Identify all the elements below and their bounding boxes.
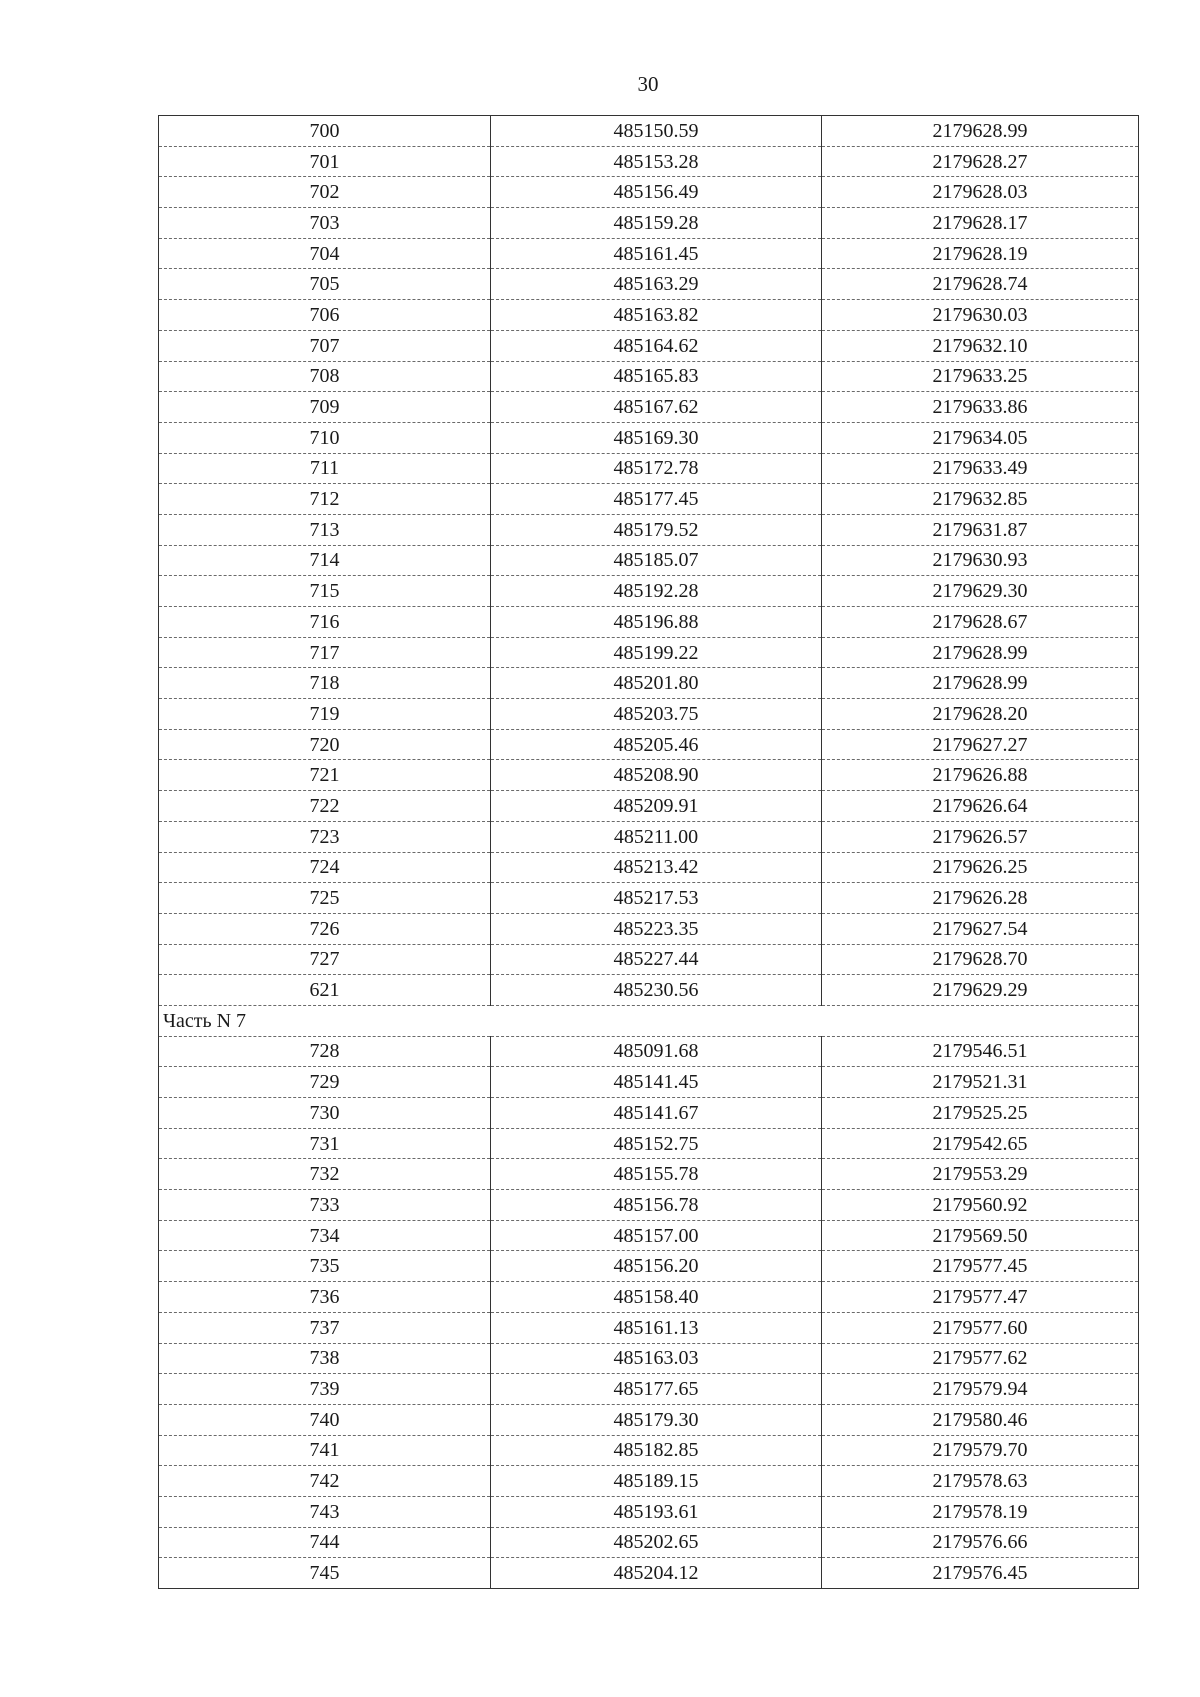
x-coordinate-cell: 485179.52 bbox=[491, 514, 822, 545]
y-coordinate-cell: 2179630.03 bbox=[822, 300, 1139, 331]
point-number-cell: 731 bbox=[159, 1128, 491, 1159]
y-coordinate-cell: 2179628.17 bbox=[822, 208, 1139, 239]
table-row bbox=[159, 177, 1139, 208]
table-row bbox=[159, 883, 1139, 914]
table-row bbox=[159, 791, 1139, 822]
y-coordinate-cell: 2179628.74 bbox=[822, 269, 1139, 300]
x-coordinate-cell: 485205.46 bbox=[491, 729, 822, 760]
x-coordinate-cell: 485156.20 bbox=[491, 1251, 822, 1282]
point-number-cell: 707 bbox=[159, 330, 491, 361]
x-coordinate-cell: 485163.82 bbox=[491, 300, 822, 331]
y-coordinate-cell: 2179580.46 bbox=[822, 1404, 1139, 1435]
point-number-cell: 732 bbox=[159, 1159, 491, 1190]
x-coordinate-cell: 485182.85 bbox=[491, 1435, 822, 1466]
x-coordinate-cell: 485091.68 bbox=[491, 1036, 822, 1067]
section-label: Часть N 7 bbox=[159, 1005, 1139, 1036]
table-row bbox=[159, 1128, 1139, 1159]
point-number-cell: 739 bbox=[159, 1374, 491, 1405]
x-coordinate-cell: 485150.59 bbox=[491, 116, 822, 147]
table-row bbox=[159, 1159, 1139, 1190]
y-coordinate-cell: 2179577.62 bbox=[822, 1343, 1139, 1374]
table-row bbox=[159, 1098, 1139, 1129]
y-coordinate-cell: 2179579.94 bbox=[822, 1374, 1139, 1405]
x-coordinate-cell: 485192.28 bbox=[491, 576, 822, 607]
y-coordinate-cell: 2179578.63 bbox=[822, 1466, 1139, 1497]
point-number-cell: 733 bbox=[159, 1190, 491, 1221]
point-number-cell: 718 bbox=[159, 668, 491, 699]
point-number-cell: 742 bbox=[159, 1466, 491, 1497]
table-row bbox=[159, 913, 1139, 944]
y-coordinate-cell: 2179577.47 bbox=[822, 1282, 1139, 1313]
y-coordinate-cell: 2179542.65 bbox=[822, 1128, 1139, 1159]
point-number-cell: 704 bbox=[159, 238, 491, 269]
point-number-cell: 710 bbox=[159, 422, 491, 453]
y-coordinate-cell: 2179626.64 bbox=[822, 791, 1139, 822]
point-number-cell: 719 bbox=[159, 699, 491, 730]
x-coordinate-cell: 485203.75 bbox=[491, 699, 822, 730]
y-coordinate-cell: 2179626.88 bbox=[822, 760, 1139, 791]
x-coordinate-cell: 485167.62 bbox=[491, 392, 822, 423]
table-row bbox=[159, 545, 1139, 576]
x-coordinate-cell: 485172.78 bbox=[491, 453, 822, 484]
y-coordinate-cell: 2179634.05 bbox=[822, 422, 1139, 453]
x-coordinate-cell: 485189.15 bbox=[491, 1466, 822, 1497]
y-coordinate-cell: 2179627.27 bbox=[822, 729, 1139, 760]
y-coordinate-cell: 2179578.19 bbox=[822, 1496, 1139, 1527]
point-number-cell: 744 bbox=[159, 1527, 491, 1558]
point-number-cell: 725 bbox=[159, 883, 491, 914]
point-number-cell: 712 bbox=[159, 484, 491, 515]
x-coordinate-cell: 485185.07 bbox=[491, 545, 822, 576]
table-row bbox=[159, 1496, 1139, 1527]
point-number-cell: 706 bbox=[159, 300, 491, 331]
point-number-cell: 703 bbox=[159, 208, 491, 239]
y-coordinate-cell: 2179629.29 bbox=[822, 975, 1139, 1006]
x-coordinate-cell: 485230.56 bbox=[491, 975, 822, 1006]
table-row bbox=[159, 1466, 1139, 1497]
x-coordinate-cell: 485193.61 bbox=[491, 1496, 822, 1527]
table-row bbox=[159, 1067, 1139, 1098]
table-row bbox=[159, 422, 1139, 453]
table-row bbox=[159, 453, 1139, 484]
table-row bbox=[159, 1312, 1139, 1343]
x-coordinate-cell: 485141.45 bbox=[491, 1067, 822, 1098]
y-coordinate-cell: 2179569.50 bbox=[822, 1220, 1139, 1251]
table-row bbox=[159, 821, 1139, 852]
y-coordinate-cell: 2179626.25 bbox=[822, 852, 1139, 883]
y-coordinate-cell: 2179525.25 bbox=[822, 1098, 1139, 1129]
table-row bbox=[159, 330, 1139, 361]
y-coordinate-cell: 2179577.60 bbox=[822, 1312, 1139, 1343]
x-coordinate-cell: 485156.78 bbox=[491, 1190, 822, 1221]
x-coordinate-cell: 485158.40 bbox=[491, 1282, 822, 1313]
point-number-cell: 714 bbox=[159, 545, 491, 576]
point-number-cell: 702 bbox=[159, 177, 491, 208]
x-coordinate-cell: 485202.65 bbox=[491, 1527, 822, 1558]
y-coordinate-cell: 2179628.99 bbox=[822, 668, 1139, 699]
point-number-cell: 736 bbox=[159, 1282, 491, 1313]
table-row bbox=[159, 1343, 1139, 1374]
y-coordinate-cell: 2179628.99 bbox=[822, 116, 1139, 147]
y-coordinate-cell: 2179628.99 bbox=[822, 637, 1139, 668]
y-coordinate-cell: 2179632.10 bbox=[822, 330, 1139, 361]
table-row bbox=[159, 760, 1139, 791]
x-coordinate-cell: 485152.75 bbox=[491, 1128, 822, 1159]
point-number-cell: 711 bbox=[159, 453, 491, 484]
point-number-cell: 717 bbox=[159, 637, 491, 668]
section-row bbox=[159, 1005, 1139, 1036]
table-row bbox=[159, 1036, 1139, 1067]
table-row bbox=[159, 668, 1139, 699]
x-coordinate-cell: 485196.88 bbox=[491, 607, 822, 638]
table-row bbox=[159, 944, 1139, 975]
point-number-cell: 730 bbox=[159, 1098, 491, 1129]
x-coordinate-cell: 485209.91 bbox=[491, 791, 822, 822]
x-coordinate-cell: 485201.80 bbox=[491, 668, 822, 699]
point-number-cell: 621 bbox=[159, 975, 491, 1006]
table-row bbox=[159, 1190, 1139, 1221]
y-coordinate-cell: 2179579.70 bbox=[822, 1435, 1139, 1466]
table-row bbox=[159, 699, 1139, 730]
y-coordinate-cell: 2179632.85 bbox=[822, 484, 1139, 515]
x-coordinate-cell: 485159.28 bbox=[491, 208, 822, 239]
x-coordinate-cell: 485163.29 bbox=[491, 269, 822, 300]
table-row bbox=[159, 1558, 1139, 1589]
point-number-cell: 741 bbox=[159, 1435, 491, 1466]
y-coordinate-cell: 2179633.49 bbox=[822, 453, 1139, 484]
x-coordinate-cell: 485141.67 bbox=[491, 1098, 822, 1129]
y-coordinate-cell: 2179521.31 bbox=[822, 1067, 1139, 1098]
y-coordinate-cell: 2179629.30 bbox=[822, 576, 1139, 607]
table-row bbox=[159, 1282, 1139, 1313]
table-row bbox=[159, 852, 1139, 883]
point-number-cell: 716 bbox=[159, 607, 491, 638]
table-row bbox=[159, 637, 1139, 668]
y-coordinate-cell: 2179626.28 bbox=[822, 883, 1139, 914]
x-coordinate-cell: 485156.49 bbox=[491, 177, 822, 208]
point-number-cell: 737 bbox=[159, 1312, 491, 1343]
y-coordinate-cell: 2179626.57 bbox=[822, 821, 1139, 852]
y-coordinate-cell: 2179628.27 bbox=[822, 146, 1139, 177]
point-number-cell: 740 bbox=[159, 1404, 491, 1435]
page-number: 30 bbox=[637, 72, 659, 96]
y-coordinate-cell: 2179546.51 bbox=[822, 1036, 1139, 1067]
table-row bbox=[159, 361, 1139, 392]
point-number-cell: 726 bbox=[159, 913, 491, 944]
x-coordinate-cell: 485164.62 bbox=[491, 330, 822, 361]
point-number-cell: 722 bbox=[159, 791, 491, 822]
y-coordinate-cell: 2179631.87 bbox=[822, 514, 1139, 545]
table-row bbox=[159, 116, 1139, 147]
x-coordinate-cell: 485177.45 bbox=[491, 484, 822, 515]
x-coordinate-cell: 485208.90 bbox=[491, 760, 822, 791]
point-number-cell: 735 bbox=[159, 1251, 491, 1282]
y-coordinate-cell: 2179628.70 bbox=[822, 944, 1139, 975]
x-coordinate-cell: 485161.13 bbox=[491, 1312, 822, 1343]
y-coordinate-cell: 2179633.25 bbox=[822, 361, 1139, 392]
point-number-cell: 728 bbox=[159, 1036, 491, 1067]
table-row bbox=[159, 576, 1139, 607]
point-number-cell: 724 bbox=[159, 852, 491, 883]
y-coordinate-cell: 2179630.93 bbox=[822, 545, 1139, 576]
point-number-cell: 738 bbox=[159, 1343, 491, 1374]
x-coordinate-cell: 485204.12 bbox=[491, 1558, 822, 1589]
table-row bbox=[159, 484, 1139, 515]
table-row bbox=[159, 1404, 1139, 1435]
table-row bbox=[159, 1435, 1139, 1466]
x-coordinate-cell: 485161.45 bbox=[491, 238, 822, 269]
y-coordinate-cell: 2179576.66 bbox=[822, 1527, 1139, 1558]
y-coordinate-cell: 2179577.45 bbox=[822, 1251, 1139, 1282]
point-number-cell: 713 bbox=[159, 514, 491, 545]
x-coordinate-cell: 485179.30 bbox=[491, 1404, 822, 1435]
point-number-cell: 721 bbox=[159, 760, 491, 791]
x-coordinate-cell: 485199.22 bbox=[491, 637, 822, 668]
x-coordinate-cell: 485155.78 bbox=[491, 1159, 822, 1190]
table-row bbox=[159, 392, 1139, 423]
table-row bbox=[159, 729, 1139, 760]
table-row bbox=[159, 1220, 1139, 1251]
point-number-cell: 734 bbox=[159, 1220, 491, 1251]
point-number-cell: 715 bbox=[159, 576, 491, 607]
y-coordinate-cell: 2179553.29 bbox=[822, 1159, 1139, 1190]
x-coordinate-cell: 485165.83 bbox=[491, 361, 822, 392]
table-row bbox=[159, 1251, 1139, 1282]
table-row bbox=[159, 1374, 1139, 1405]
x-coordinate-cell: 485169.30 bbox=[491, 422, 822, 453]
point-number-cell: 708 bbox=[159, 361, 491, 392]
point-number-cell: 709 bbox=[159, 392, 491, 423]
x-coordinate-cell: 485211.00 bbox=[491, 821, 822, 852]
point-number-cell: 743 bbox=[159, 1496, 491, 1527]
point-number-cell: 700 bbox=[159, 116, 491, 147]
table-row bbox=[159, 607, 1139, 638]
y-coordinate-cell: 2179628.67 bbox=[822, 607, 1139, 638]
x-coordinate-cell: 485217.53 bbox=[491, 883, 822, 914]
x-coordinate-cell: 485163.03 bbox=[491, 1343, 822, 1374]
y-coordinate-cell: 2179628.20 bbox=[822, 699, 1139, 730]
table-row bbox=[159, 300, 1139, 331]
y-coordinate-cell: 2179627.54 bbox=[822, 913, 1139, 944]
table-row bbox=[159, 146, 1139, 177]
x-coordinate-cell: 485213.42 bbox=[491, 852, 822, 883]
x-coordinate-cell: 485223.35 bbox=[491, 913, 822, 944]
point-number-cell: 701 bbox=[159, 146, 491, 177]
table-row bbox=[159, 1527, 1139, 1558]
table-row bbox=[159, 514, 1139, 545]
x-coordinate-cell: 485177.65 bbox=[491, 1374, 822, 1405]
table-row bbox=[159, 269, 1139, 300]
y-coordinate-cell: 2179628.19 bbox=[822, 238, 1139, 269]
y-coordinate-cell: 2179576.45 bbox=[822, 1558, 1139, 1589]
y-coordinate-cell: 2179633.86 bbox=[822, 392, 1139, 423]
table-row bbox=[159, 238, 1139, 269]
point-number-cell: 720 bbox=[159, 729, 491, 760]
table-row bbox=[159, 208, 1139, 239]
coordinates-table-body bbox=[159, 116, 1139, 1589]
point-number-cell: 729 bbox=[159, 1067, 491, 1098]
x-coordinate-cell: 485157.00 bbox=[491, 1220, 822, 1251]
x-coordinate-cell: 485153.28 bbox=[491, 146, 822, 177]
y-coordinate-cell: 2179628.03 bbox=[822, 177, 1139, 208]
coordinates-table bbox=[158, 115, 1139, 1589]
point-number-cell: 727 bbox=[159, 944, 491, 975]
table-row bbox=[159, 975, 1139, 1006]
point-number-cell: 705 bbox=[159, 269, 491, 300]
point-number-cell: 723 bbox=[159, 821, 491, 852]
x-coordinate-cell: 485227.44 bbox=[491, 944, 822, 975]
y-coordinate-cell: 2179560.92 bbox=[822, 1190, 1139, 1221]
point-number-cell: 745 bbox=[159, 1558, 491, 1589]
